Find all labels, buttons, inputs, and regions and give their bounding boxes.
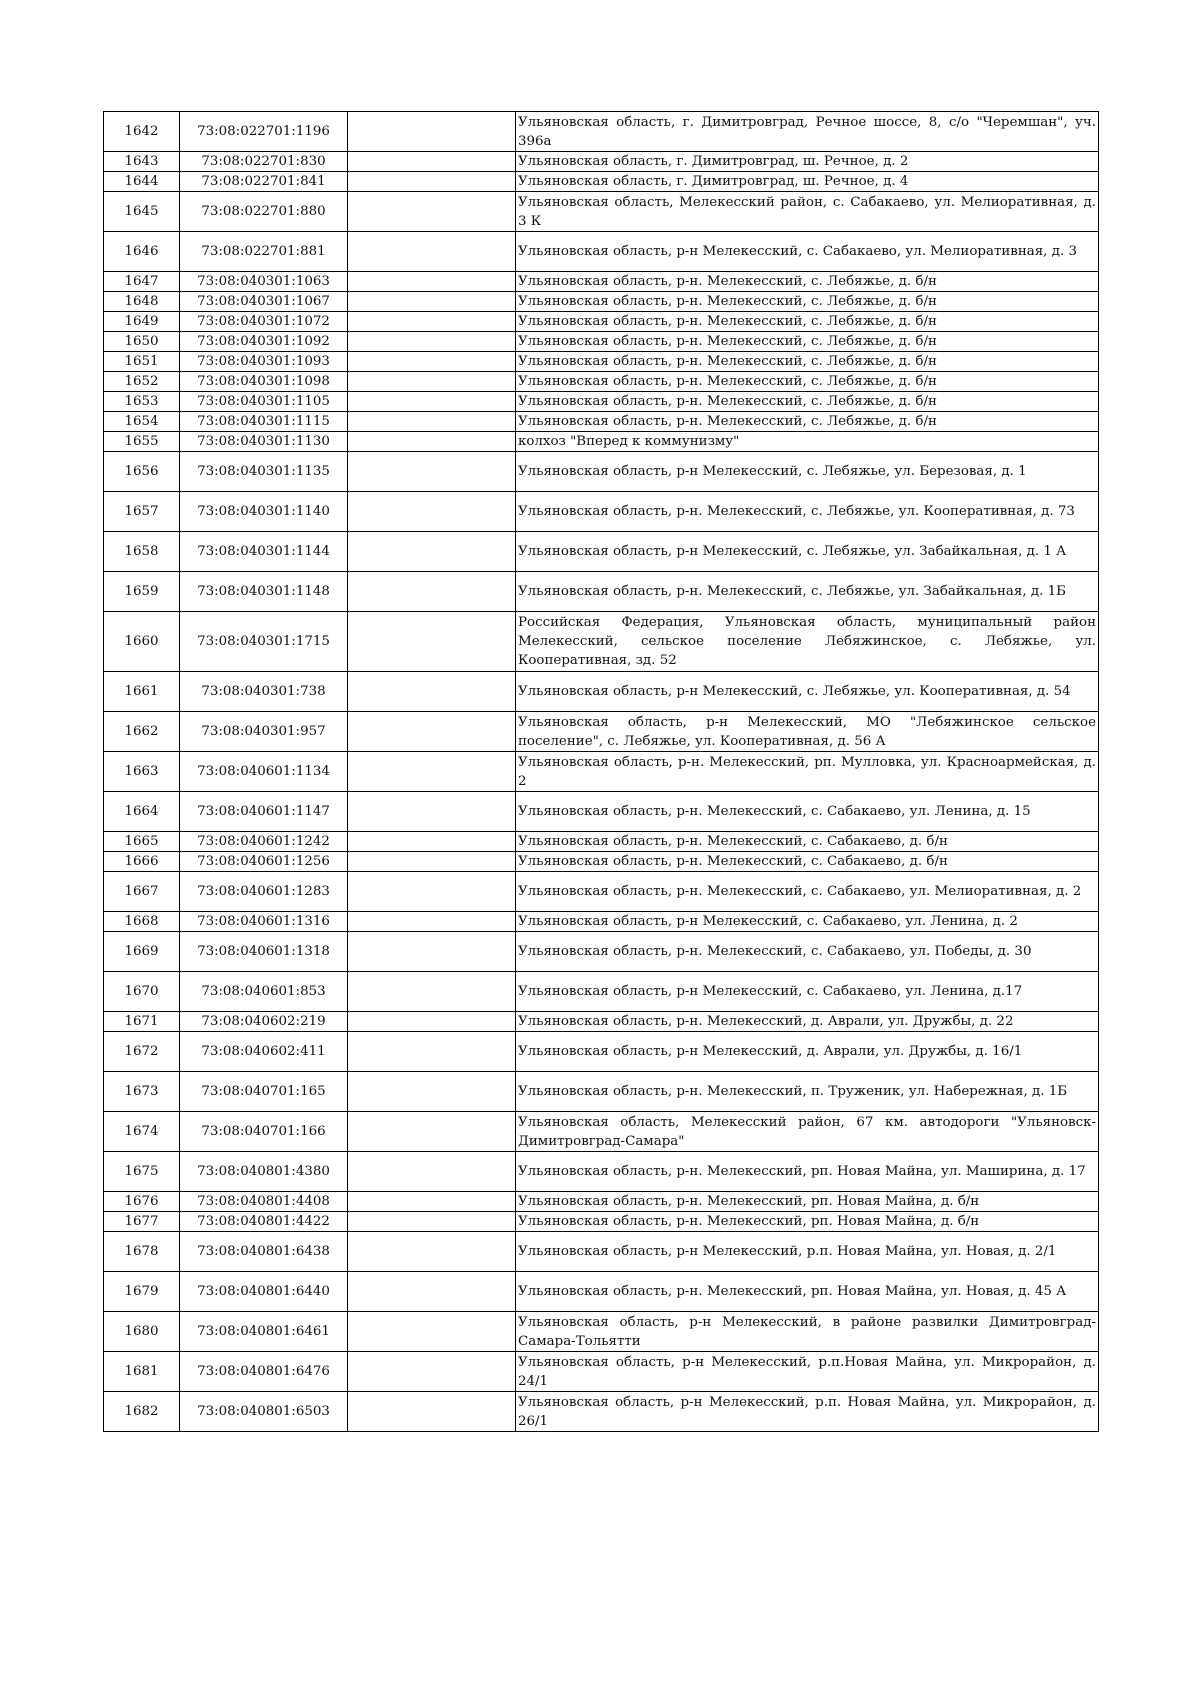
address-cell: Ульяновская область, р-н. Мелекесский, рп. Мулловка, ул. Красноармейская, д. 2 — [516, 752, 1099, 792]
address-cell: Ульяновская область, р-н Мелекесский, р.п. Новая Майна, ул. Микрорайон, д. 26/1 — [516, 1392, 1099, 1432]
cadastral-number-cell: 73:08:022701:841 — [180, 172, 348, 192]
address-cell: Ульяновская область, р-н Мелекесский, д. Аврали, ул. Дружбы, д. 16/1 — [516, 1032, 1099, 1072]
cadastral-number-cell: 73:08:040801:4408 — [180, 1192, 348, 1212]
address-cell: Ульяновская область, р-н Мелекесский, с. Лебяжье, ул. Березовая, д. 1 — [516, 452, 1099, 492]
empty-cell — [348, 1152, 516, 1192]
row-number-cell: 1663 — [104, 752, 180, 792]
address-cell: Ульяновская область, р-н. Мелекесский, с. Лебяжье, д. б/н — [516, 272, 1099, 292]
empty-cell — [348, 192, 516, 232]
cadastral-number-cell: 73:08:040301:1140 — [180, 492, 348, 532]
cadastral-number-cell: 73:08:040301:1115 — [180, 412, 348, 432]
registry-table-body — [104, 112, 1099, 1432]
cadastral-number-cell: 73:08:040801:6440 — [180, 1272, 348, 1312]
table-row — [104, 852, 1099, 872]
address-cell: Ульяновская область, г. Димитровград, Речное шоссе, 8, с/о "Черемшан", уч. 396а — [516, 112, 1099, 152]
row-number-cell: 1650 — [104, 332, 180, 352]
empty-cell — [348, 832, 516, 852]
table-row — [104, 912, 1099, 932]
empty-cell — [348, 152, 516, 172]
table-row — [104, 412, 1099, 432]
row-number-cell: 1644 — [104, 172, 180, 192]
row-number-cell: 1676 — [104, 1192, 180, 1212]
row-number-cell: 1666 — [104, 852, 180, 872]
table-row — [104, 1232, 1099, 1272]
table-row — [104, 1072, 1099, 1112]
empty-cell — [348, 312, 516, 332]
address-cell: Ульяновская область, р-н. Мелекесский, с. Сабакаево, ул. Победы, д. 30 — [516, 932, 1099, 972]
address-cell: Ульяновская область, р-н. Мелекесский, с. Сабакаево, ул. Мелиоративная, д. 2 — [516, 872, 1099, 912]
row-number-cell: 1672 — [104, 1032, 180, 1072]
table-row — [104, 492, 1099, 532]
address-cell: Ульяновская область, р-н. Мелекесский, рп. Новая Майна, д. б/н — [516, 1212, 1099, 1232]
empty-cell — [348, 972, 516, 1012]
row-number-cell: 1646 — [104, 232, 180, 272]
row-number-cell: 1643 — [104, 152, 180, 172]
address-cell: Ульяновская область, р-н. Мелекесский, рп. Новая Майна, д. б/н — [516, 1192, 1099, 1212]
address-cell: Ульяновская область, р-н Мелекесский, с. Лебяжье, ул. Забайкальная, д. 1 А — [516, 532, 1099, 572]
row-number-cell: 1668 — [104, 912, 180, 932]
cadastral-number-cell: 73:08:040301:1063 — [180, 272, 348, 292]
cadastral-number-cell: 73:08:040301:1148 — [180, 572, 348, 612]
cadastral-number-cell: 73:08:040601:1147 — [180, 792, 348, 832]
empty-cell — [348, 232, 516, 272]
address-cell: Ульяновская область, р-н. Мелекесский, с. Лебяжье, д. б/н — [516, 312, 1099, 332]
registry-table — [103, 111, 1099, 1432]
address-cell: Ульяновская область, р-н. Мелекесский, с. Лебяжье, д. б/н — [516, 292, 1099, 312]
address-cell: Ульяновская область, р-н. Мелекесский, с. Лебяжье, д. б/н — [516, 392, 1099, 412]
address-cell: Ульяновская область, р-н. Мелекесский, с. Лебяжье, д. б/н — [516, 332, 1099, 352]
table-row — [104, 312, 1099, 332]
table-row — [104, 1192, 1099, 1212]
empty-cell — [348, 1192, 516, 1212]
cadastral-number-cell: 73:08:040801:6461 — [180, 1312, 348, 1352]
cadastral-number-cell: 73:08:040801:4422 — [180, 1212, 348, 1232]
table-row — [104, 1112, 1099, 1152]
row-number-cell: 1680 — [104, 1312, 180, 1352]
row-number-cell: 1649 — [104, 312, 180, 332]
address-cell: Ульяновская область, р-н Мелекесский, с. Сабакаево, ул. Мелиоративная, д. 3 — [516, 232, 1099, 272]
cadastral-number-cell: 73:08:040602:411 — [180, 1032, 348, 1072]
empty-cell — [348, 292, 516, 312]
table-row — [104, 832, 1099, 852]
empty-cell — [348, 392, 516, 412]
empty-cell — [348, 172, 516, 192]
empty-cell — [348, 492, 516, 532]
row-number-cell: 1664 — [104, 792, 180, 832]
address-cell: Ульяновская область, р-н. Мелекесский, с. Лебяжье, д. б/н — [516, 412, 1099, 432]
table-row — [104, 1272, 1099, 1312]
cadastral-number-cell: 73:08:040801:6438 — [180, 1232, 348, 1272]
address-cell: Ульяновская область, г. Димитровград, ш. Речное, д. 4 — [516, 172, 1099, 192]
address-cell: Ульяновская область, р-н Мелекесский, р.п.Новая Майна, ул. Микрорайон, д. 24/1 — [516, 1352, 1099, 1392]
table-row — [104, 1012, 1099, 1032]
row-number-cell: 1654 — [104, 412, 180, 432]
empty-cell — [348, 712, 516, 752]
row-number-cell: 1670 — [104, 972, 180, 1012]
table-row — [104, 152, 1099, 172]
empty-cell — [348, 852, 516, 872]
cadastral-number-cell: 73:08:040801:6503 — [180, 1392, 348, 1432]
empty-cell — [348, 572, 516, 612]
cadastral-number-cell: 73:08:040701:166 — [180, 1112, 348, 1152]
cadastral-number-cell: 73:08:040601:1318 — [180, 932, 348, 972]
address-cell: Ульяновская область, р-н Мелекесский, с. Сабакаево, ул. Ленина, д.17 — [516, 972, 1099, 1012]
row-number-cell: 1675 — [104, 1152, 180, 1192]
cadastral-number-cell: 73:08:022701:880 — [180, 192, 348, 232]
empty-cell — [348, 372, 516, 392]
cadastral-number-cell: 73:08:040601:1316 — [180, 912, 348, 932]
address-cell: Ульяновская область, Мелекесский район, с. Сабакаево, ул. Мелиоративная, д. 3 К — [516, 192, 1099, 232]
empty-cell — [348, 792, 516, 832]
address-cell: Ульяновская область, р-н Мелекесский, с. Лебяжье, ул. Кооперативная, д. 54 — [516, 672, 1099, 712]
address-cell: Ульяновская область, р-н. Мелекесский, д. Аврали, ул. Дружбы, д. 22 — [516, 1012, 1099, 1032]
table-row — [104, 792, 1099, 832]
row-number-cell: 1657 — [104, 492, 180, 532]
row-number-cell: 1647 — [104, 272, 180, 292]
address-cell: Ульяновская область, р-н. Мелекесский, с. Сабакаево, д. б/н — [516, 832, 1099, 852]
empty-cell — [348, 932, 516, 972]
cadastral-number-cell: 73:08:040301:1130 — [180, 432, 348, 452]
table-row — [104, 1212, 1099, 1232]
cadastral-number-cell: 73:08:022701:881 — [180, 232, 348, 272]
address-cell: Ульяновская область, р-н Мелекесский, в районе развилки Димитровград-Самара-Тольятти — [516, 1312, 1099, 1352]
empty-cell — [348, 352, 516, 372]
table-row — [104, 232, 1099, 272]
row-number-cell: 1662 — [104, 712, 180, 752]
empty-cell — [348, 432, 516, 452]
table-row — [104, 1032, 1099, 1072]
table-row — [104, 752, 1099, 792]
cadastral-number-cell: 73:08:040301:1092 — [180, 332, 348, 352]
cadastral-number-cell: 73:08:040301:1105 — [180, 392, 348, 412]
empty-cell — [348, 1312, 516, 1352]
table-row — [104, 332, 1099, 352]
empty-cell — [348, 452, 516, 492]
cadastral-number-cell: 73:08:040602:219 — [180, 1012, 348, 1032]
cadastral-number-cell: 73:08:040301:1067 — [180, 292, 348, 312]
empty-cell — [348, 1012, 516, 1032]
address-cell: колхоз "Вперед к коммунизму" — [516, 432, 1099, 452]
cadastral-number-cell: 73:08:040601:1134 — [180, 752, 348, 792]
row-number-cell: 1658 — [104, 532, 180, 572]
empty-cell — [348, 112, 516, 152]
empty-cell — [348, 412, 516, 432]
row-number-cell: 1652 — [104, 372, 180, 392]
table-row — [104, 1352, 1099, 1392]
empty-cell — [348, 672, 516, 712]
address-cell: Ульяновская область, р-н. Мелекесский, с. Сабакаево, ул. Ленина, д. 15 — [516, 792, 1099, 832]
cadastral-number-cell: 73:08:040601:1283 — [180, 872, 348, 912]
address-cell: Ульяновская область, р-н Мелекесский, с. Сабакаево, ул. Ленина, д. 2 — [516, 912, 1099, 932]
address-cell: Ульяновская область, р-н. Мелекесский, п. Труженик, ул. Набережная, д. 1Б — [516, 1072, 1099, 1112]
row-number-cell: 1682 — [104, 1392, 180, 1432]
empty-cell — [348, 1272, 516, 1312]
table-row — [104, 292, 1099, 312]
empty-cell — [348, 752, 516, 792]
cadastral-number-cell: 73:08:040601:1256 — [180, 852, 348, 872]
empty-cell — [348, 1232, 516, 1272]
empty-cell — [348, 1072, 516, 1112]
row-number-cell: 1681 — [104, 1352, 180, 1392]
empty-cell — [348, 532, 516, 572]
table-row — [104, 672, 1099, 712]
table-row — [104, 112, 1099, 152]
cadastral-number-cell: 73:08:040601:853 — [180, 972, 348, 1012]
row-number-cell: 1679 — [104, 1272, 180, 1312]
table-row — [104, 1312, 1099, 1352]
table-row — [104, 1392, 1099, 1432]
cadastral-number-cell: 73:08:040301:1135 — [180, 452, 348, 492]
table-row — [104, 272, 1099, 292]
row-number-cell: 1661 — [104, 672, 180, 712]
row-number-cell: 1653 — [104, 392, 180, 412]
table-row — [104, 872, 1099, 912]
row-number-cell: 1660 — [104, 612, 180, 672]
row-number-cell: 1667 — [104, 872, 180, 912]
row-number-cell: 1665 — [104, 832, 180, 852]
cadastral-number-cell: 73:08:040301:1144 — [180, 532, 348, 572]
cadastral-number-cell: 73:08:040301:1093 — [180, 352, 348, 372]
row-number-cell: 1655 — [104, 432, 180, 452]
row-number-cell: 1673 — [104, 1072, 180, 1112]
empty-cell — [348, 1352, 516, 1392]
table-row — [104, 392, 1099, 412]
address-cell: Ульяновская область, г. Димитровград, ш. Речное, д. 2 — [516, 152, 1099, 172]
empty-cell — [348, 1392, 516, 1432]
empty-cell — [348, 1112, 516, 1152]
cadastral-number-cell: 73:08:040801:4380 — [180, 1152, 348, 1192]
cadastral-number-cell: 73:08:040301:1098 — [180, 372, 348, 392]
row-number-cell: 1648 — [104, 292, 180, 312]
table-row — [104, 372, 1099, 392]
row-number-cell: 1642 — [104, 112, 180, 152]
cadastral-number-cell: 73:08:040701:165 — [180, 1072, 348, 1112]
table-row — [104, 1152, 1099, 1192]
row-number-cell: 1659 — [104, 572, 180, 612]
row-number-cell: 1678 — [104, 1232, 180, 1272]
empty-cell — [348, 332, 516, 352]
table-row — [104, 172, 1099, 192]
cadastral-number-cell: 73:08:040301:738 — [180, 672, 348, 712]
table-row — [104, 712, 1099, 752]
address-cell: Ульяновская область, р-н. Мелекесский, с. Сабакаево, д. б/н — [516, 852, 1099, 872]
empty-cell — [348, 612, 516, 672]
table-row — [104, 352, 1099, 372]
row-number-cell: 1677 — [104, 1212, 180, 1232]
row-number-cell: 1669 — [104, 932, 180, 972]
table-row — [104, 932, 1099, 972]
empty-cell — [348, 1212, 516, 1232]
cadastral-number-cell: 73:08:022701:1196 — [180, 112, 348, 152]
address-cell: Ульяновская область, р-н Мелекесский, р.п. Новая Майна, ул. Новая, д. 2/1 — [516, 1232, 1099, 1272]
address-cell: Российская Федерация, Ульяновская область, муниципальный район Мелекесский, сельское поселение Лебяжинское, с. Лебяжье, ул. Кооперативная, зд. 52 — [516, 612, 1099, 672]
row-number-cell: 1674 — [104, 1112, 180, 1152]
address-cell: Ульяновская область, р-н. Мелекесский, рп. Новая Майна, ул. Маширина, д. 17 — [516, 1152, 1099, 1192]
empty-cell — [348, 872, 516, 912]
address-cell: Ульяновская область, р-н Мелекесский, МО "Лебяжинское сельское поселение", с. Лебяжье, ул. Кооперативная, д. 56 А — [516, 712, 1099, 752]
empty-cell — [348, 1032, 516, 1072]
address-cell: Ульяновская область, р-н. Мелекесский, с. Лебяжье, д. б/н — [516, 352, 1099, 372]
cadastral-number-cell: 73:08:040601:1242 — [180, 832, 348, 852]
cadastral-number-cell: 73:08:022701:830 — [180, 152, 348, 172]
table-row — [104, 192, 1099, 232]
empty-cell — [348, 912, 516, 932]
address-cell: Ульяновская область, р-н. Мелекесский, с. Лебяжье, ул. Забайкальная, д. 1Б — [516, 572, 1099, 612]
row-number-cell: 1651 — [104, 352, 180, 372]
table-row — [104, 972, 1099, 1012]
row-number-cell: 1645 — [104, 192, 180, 232]
table-row — [104, 612, 1099, 672]
empty-cell — [348, 272, 516, 292]
address-cell: Ульяновская область, р-н. Мелекесский, с. Лебяжье, д. б/н — [516, 372, 1099, 392]
address-cell: Ульяновская область, р-н. Мелекесский, с. Лебяжье, ул. Кооперативная, д. 73 — [516, 492, 1099, 532]
row-number-cell: 1656 — [104, 452, 180, 492]
address-cell: Ульяновская область, р-н. Мелекесский, рп. Новая Майна, ул. Новая, д. 45 А — [516, 1272, 1099, 1312]
table-row — [104, 432, 1099, 452]
cadastral-number-cell: 73:08:040301:1072 — [180, 312, 348, 332]
cadastral-number-cell: 73:08:040301:1715 — [180, 612, 348, 672]
table-row — [104, 572, 1099, 612]
address-cell: Ульяновская область, Мелекесский район, 67 км. автодороги "Ульяновск-Димитровград-Самара" — [516, 1112, 1099, 1152]
table-row — [104, 452, 1099, 492]
row-number-cell: 1671 — [104, 1012, 180, 1032]
cadastral-number-cell: 73:08:040801:6476 — [180, 1352, 348, 1392]
table-row — [104, 532, 1099, 572]
cadastral-number-cell: 73:08:040301:957 — [180, 712, 348, 752]
